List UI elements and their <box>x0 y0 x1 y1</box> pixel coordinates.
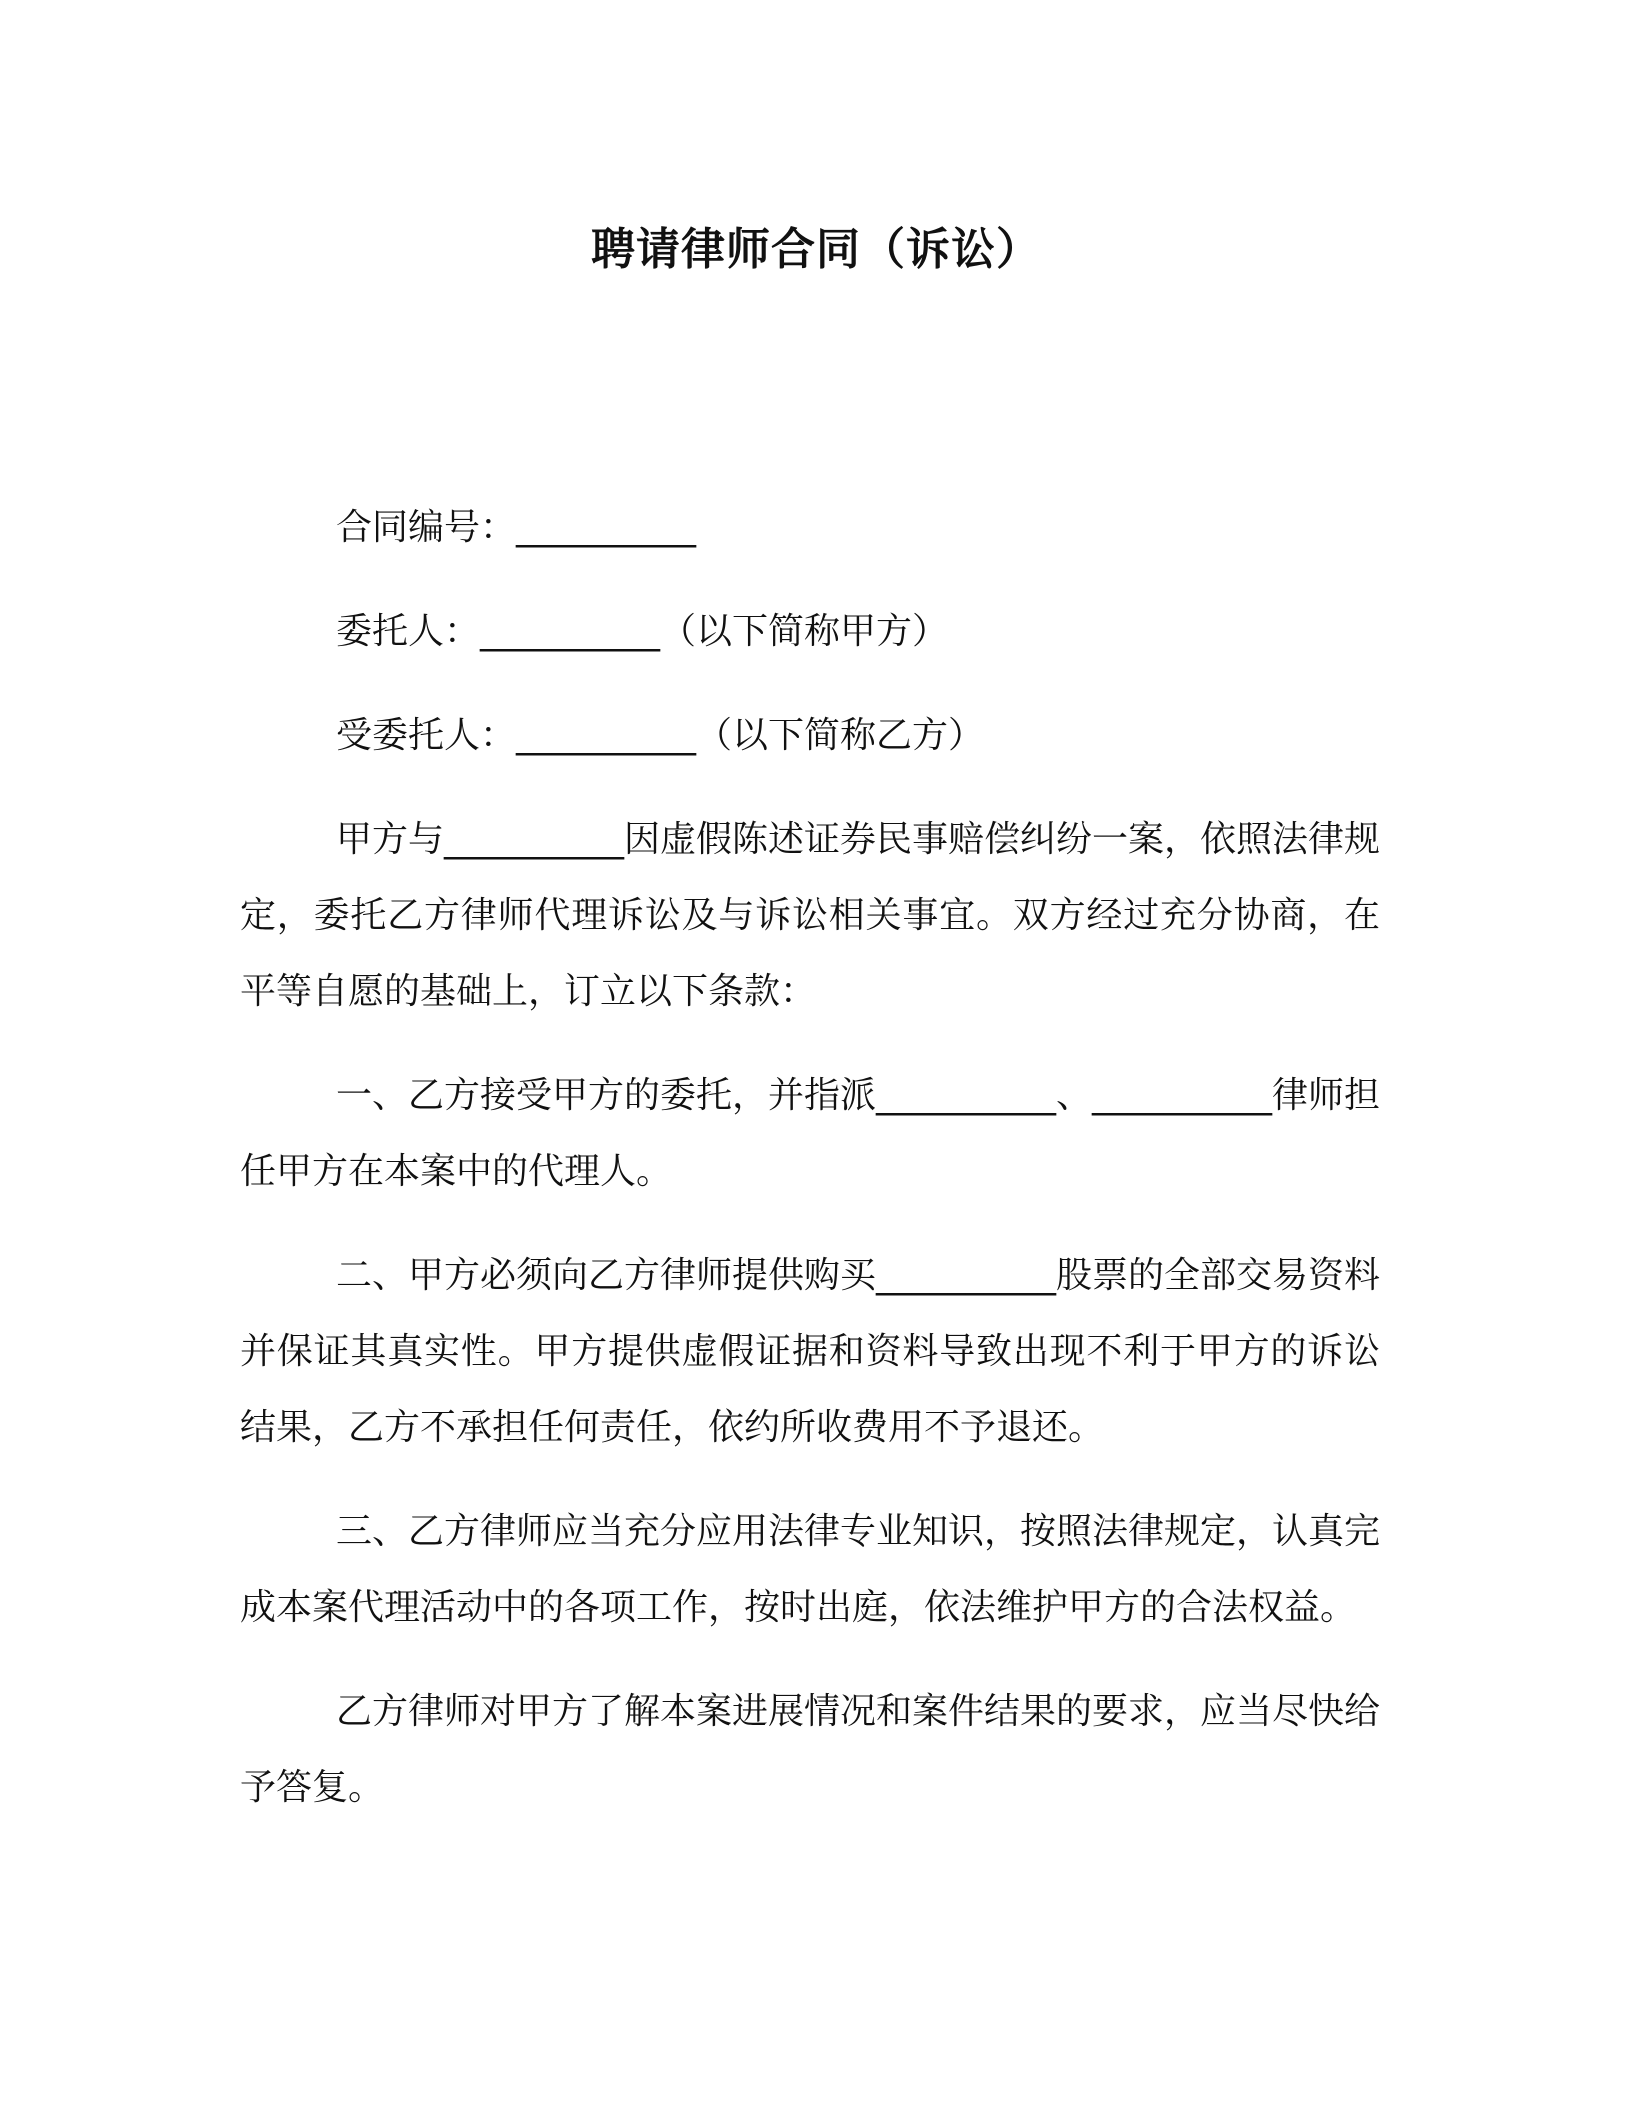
agent-field: 受委托人：__________（以下简称乙方） <box>336 715 985 756</box>
contract-number-field: 合同编号：__________ <box>336 507 697 548</box>
client-field: 委托人：__________（以下简称甲方） <box>336 611 949 652</box>
clause-2-paragraph: 二、甲方必须向乙方律师提供购买__________股票的全部交易资料并保证其真实性。甲方提供虚假证据和资料导致出现不利于甲方的诉讼结果，乙方不承担任何责任，依约所收费用不予退还。 <box>240 1255 1381 1448</box>
clause-1-paragraph: 一、乙方接受甲方的委托，并指派__________、__________律师担任甲方在本案中的代理人。 <box>240 1075 1381 1192</box>
document-body <box>240 490 1380 1854</box>
clause-3-followup-paragraph: 乙方律师对甲方了解本案进展情况和案件结果的要求，应当尽快给予答复。 <box>240 1691 1381 1808</box>
clause-3-paragraph: 三、乙方律师应当充分应用法律专业知识，按照法律规定，认真完成本案代理活动中的各项工作，按时出庭，依法维护甲方的合法权益。 <box>240 1511 1381 1628</box>
document-title: 聘请律师合同（诉讼） <box>591 224 1041 275</box>
intro-paragraph: 甲方与__________因虚假陈述证券民事赔偿纠纷一案，依照法律规定，委托乙方律师代理诉讼及与诉讼相关事宜。双方经过充分协商，在平等自愿的基础上，订立以下条款： <box>240 819 1381 1012</box>
